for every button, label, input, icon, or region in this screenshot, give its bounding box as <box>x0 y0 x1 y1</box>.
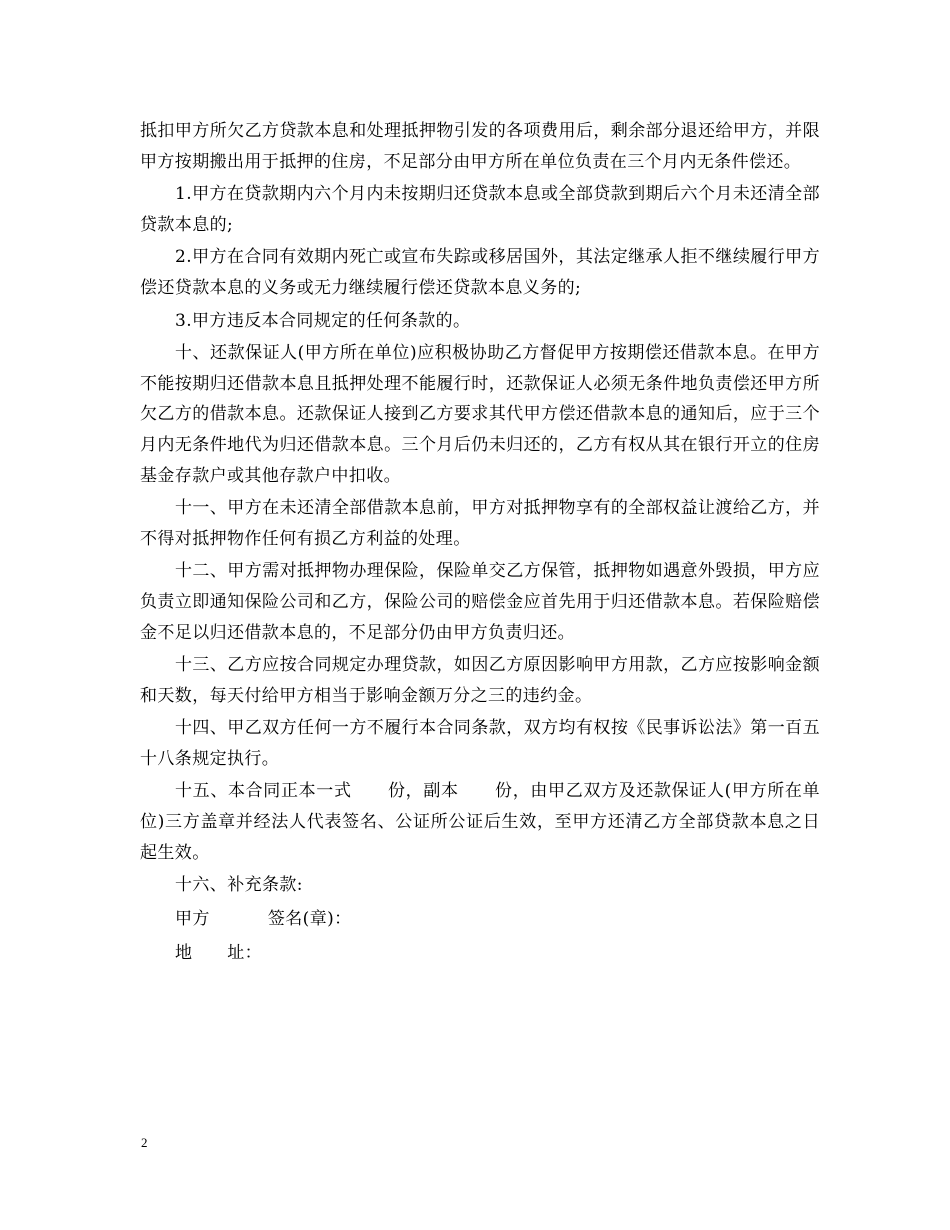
signature-line <box>140 903 820 935</box>
paragraph-clause-16: 十六、补充条款: <box>175 875 303 896</box>
paragraph-clause-13: 十三、乙方应按合同规定办理贷款，如因乙方原因影响甲方用款，乙方应按影响金额和天数，每天付给甲方相当于影响金额万分之三的违约金。 <box>140 655 820 706</box>
document-body <box>140 116 820 971</box>
paragraph-clause-15: 十五、本合同正本一式 份，副本 份，由甲乙双方及还款保证人(甲方所在单位)三方盖章并经法人代表签名、公证所公证后生效，至甲方还清乙方全部贷款本息之日起生效。 <box>140 781 820 863</box>
signature-label: 签名(章)： <box>267 908 352 929</box>
paragraph-continuation: 抵扣甲方所欠乙方贷款本息和处理抵押物引发的各项费用后，剩余部分退还给甲方，并限甲方按期搬出用于抵押的住房，不足部分由甲方所在单位负责在三个月内无条件偿还。 <box>140 121 820 172</box>
paragraph-item-3: 3.甲方违反本合同规定的任何条款的。 <box>175 310 471 331</box>
party-a-label: 甲方 <box>175 908 210 929</box>
address-label: 地 址： <box>175 942 263 963</box>
paragraph-clause-11: 十一、甲方在未还清全部借款本息前，甲方对抵押物享有的全部权益让渡给乙方，并不得对抵押物作任何有损乙方利益的处理。 <box>140 498 820 549</box>
paragraph-item-1: 1.甲方在贷款期内六个月内未按期归还贷款本息或全部贷款到期后六个月未还清全部贷款本息的; <box>140 184 820 235</box>
paragraph-item-2: 2.甲方在合同有效期内死亡或宣布失踪或移居国外，其法定继承人拒不继续履行甲方偿还贷款本息的义务或无力继续履行偿还贷款本息义务的; <box>140 247 820 298</box>
address-line <box>140 937 820 969</box>
paragraph-clause-10: 十、还款保证人(甲方所在单位)应积极协助乙方督促甲方按期偿还借款本息。在甲方不能按期归还借款本息且抵押处理不能履行时，还款保证人必须无条件地负责偿还甲方所欠乙方的借款本息。还款保证人接到乙方要求其代甲方偿还借款本息的通知后，应于三个月内无条件地代为归还借款本息。三个月后仍未归还的，乙方有权从其在银行开立的住房基金存款户或其他存款户中扣收。 <box>140 343 820 486</box>
page-number: 2 <box>141 1135 148 1150</box>
paragraph-clause-14: 十四、甲乙双方任何一方不履行本合同条款，双方均有权按《民事诉讼法》第一百五十八条规定执行。 <box>140 718 820 769</box>
paragraph-clause-12: 十二、甲方需对抵押物办理保险，保险单交乙方保管，抵押物如遇意外毁损，甲方应负责立即通知保险公司和乙方，保险公司的赔偿金应首先用于归还借款本息。若保险赔偿金不足以归还借款本息的，不足部分仍由甲方负责归还。 <box>140 561 820 643</box>
